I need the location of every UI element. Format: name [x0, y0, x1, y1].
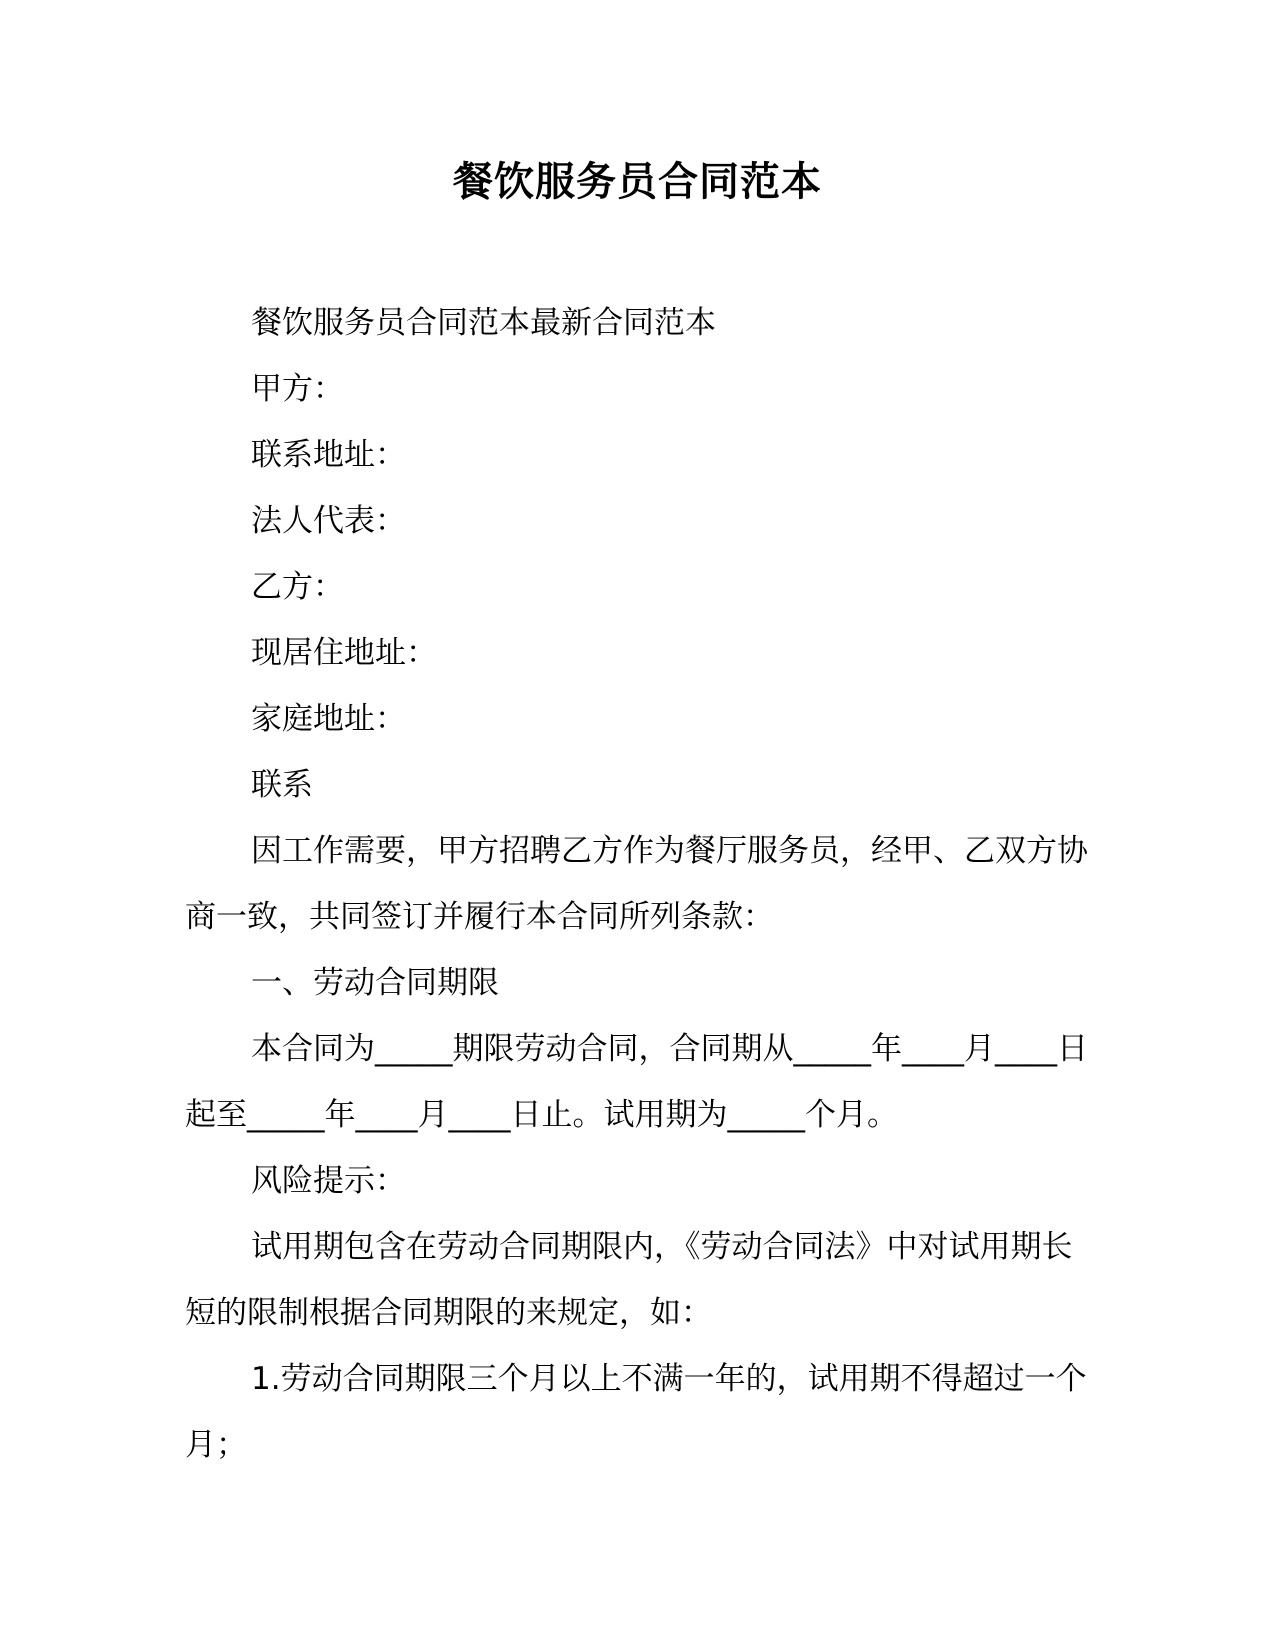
paragraph-section-1-heading: 一、劳动合同期限 — [251, 965, 499, 1001]
paragraph-subtitle: 餐饮服务员合同范本最新合同范本 — [251, 305, 716, 341]
document-body — [185, 290, 1090, 1478]
paragraph-item-1: 1.劳动合同期限三个月以上不满一年的，试用期不得超过一个月； — [185, 1361, 1087, 1463]
paragraph-intro: 因工作需要，甲方招聘乙方作为餐厅服务员，经甲、乙双方协商一致，共同签订并履行本合同所列条款： — [185, 833, 1088, 935]
paragraph-risk-text: 试用期包含在劳动合同期限内，《劳动合同法》中对试用期长短的限制根据合同期限的来规定，如： — [185, 1229, 1073, 1331]
paragraph-current-address: 现居住地址： — [251, 635, 437, 671]
paragraph-contact: 联系 — [251, 767, 313, 803]
paragraph-contact-address: 联系地址： — [251, 437, 406, 473]
paragraph-legal-representative: 法人代表： — [251, 503, 406, 539]
paragraph-party-b: 乙方： — [251, 569, 344, 605]
document-title: 餐饮服务员合同范本 — [453, 158, 822, 205]
paragraph-contract-term: 本合同为_____期限劳动合同，合同期从_____年____月____日起至_____年____月____日止。试用期为_____个月。 — [185, 1031, 1088, 1133]
paragraph-risk-heading: 风险提示： — [251, 1163, 406, 1199]
paragraph-party-a: 甲方： — [251, 371, 344, 407]
paragraph-home-address: 家庭地址： — [251, 701, 406, 737]
